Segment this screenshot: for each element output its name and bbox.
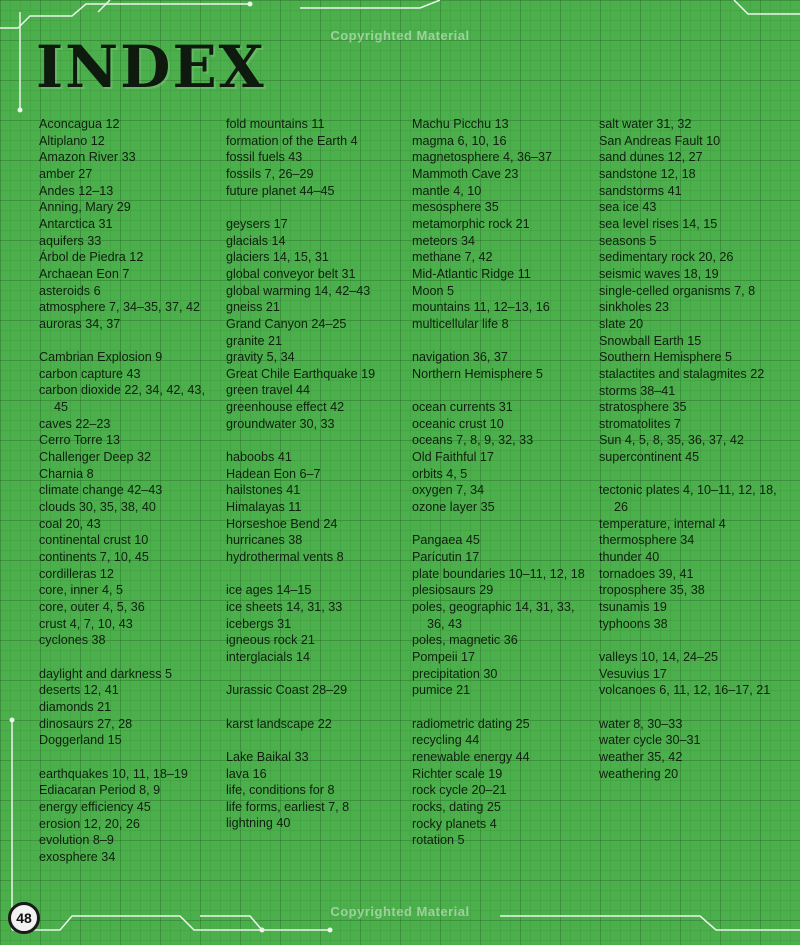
index-entry: deserts 12, 41: [39, 683, 119, 698]
letter-group-spacer: [599, 699, 779, 716]
letter-group-spacer: [226, 732, 406, 749]
index-entry: Archaean Eon 7: [39, 266, 130, 281]
index-entry: stromatolites 7: [599, 416, 681, 431]
index-entry: cordilleras 12: [39, 566, 114, 581]
index-entry: fold mountains 11: [226, 117, 325, 131]
index-entry: core, outer 4, 5, 36: [39, 600, 145, 615]
index-entry: sea ice 43: [599, 200, 657, 215]
index-entry: cyclones 38: [39, 633, 106, 648]
index-column-4: [599, 116, 779, 782]
index-entry: single-celled organisms 7, 8: [599, 283, 756, 298]
index-entry: Snowball Earth 15: [599, 333, 702, 348]
index-entry: clouds 30, 35, 38, 40: [39, 500, 156, 515]
index-entry: sand dunes 12, 27: [599, 150, 703, 165]
index-entry: Lake Baikal 33: [226, 749, 309, 764]
index-entry: crust 4, 7, 10, 43: [39, 616, 133, 631]
index-entry: greenhouse effect 42: [226, 400, 345, 415]
index-entry: fossil fuels 43: [226, 150, 303, 165]
index-entry: Grand Canyon 24–25: [226, 316, 347, 331]
index-entry: diamonds 21: [39, 699, 112, 714]
index-entry: seismic waves 18, 19: [599, 266, 719, 281]
index-entry: geysers 17: [226, 216, 288, 231]
index-entry: granite 21: [226, 333, 283, 348]
index-entry: ocean currents 31: [412, 400, 513, 415]
index-entry: Mid-Atlantic Ridge 11: [412, 266, 531, 281]
index-entry: tsunamis 19: [599, 600, 667, 615]
index-entry: icebergs 31: [226, 616, 292, 631]
index-entry: poles, magnetic 36: [412, 633, 518, 648]
index-entry: earthquakes 10, 11, 18–19: [39, 766, 188, 781]
index-entry: auroras 34, 37: [39, 316, 121, 331]
index-entry: erosion 12, 20, 26: [39, 816, 140, 831]
letter-group-spacer: [599, 466, 779, 483]
index-entry: lava 16: [226, 766, 267, 781]
index-entry: tectonic plates 4, 10–11, 12, 18, 26: [599, 483, 777, 515]
index-entry: weather 35, 42: [599, 749, 683, 764]
index-entry: rock cycle 20–21: [412, 783, 507, 798]
index-entry: green travel 44: [226, 383, 311, 398]
index-entry: climate change 42–43: [39, 483, 163, 498]
index-entry: magnetosphere 4, 36–37: [412, 150, 553, 165]
index-entry: gravity 5, 34: [226, 350, 295, 365]
index-entry: ozone layer 35: [412, 500, 495, 515]
index-entry: Horseshoe Bend 24: [226, 516, 338, 531]
index-entry: Cerro Torre 13: [39, 433, 120, 448]
index-column-1: [39, 116, 219, 865]
index-entry: mantle 4, 10: [412, 183, 482, 198]
index-entry: slate 20: [599, 316, 644, 331]
index-entry: Pangaea 45: [412, 533, 480, 548]
index-entry: precipitation 30: [412, 666, 498, 681]
index-entry: caves 22–23: [39, 416, 111, 431]
index-entry: magma 6, 10, 16: [412, 133, 507, 148]
index-entry: Old Faithful 17: [412, 450, 494, 465]
index-entry: Machu Picchu 13: [412, 117, 509, 131]
index-entry: radiometric dating 25: [412, 716, 530, 731]
index-entry: carbon dioxide 22, 34, 42, 43, 45: [39, 383, 205, 415]
index-entry: Cambrian Explosion 9: [39, 350, 163, 365]
index-entry: volcanoes 6, 11, 12, 16–17, 21: [599, 683, 771, 698]
index-entry: life, conditions for 8: [226, 783, 335, 798]
index-entry: atmosphere 7, 34–35, 37, 42: [39, 300, 201, 315]
index-entry: igneous rock 21: [226, 633, 315, 648]
index-entry: dinosaurs 27, 28: [39, 716, 133, 731]
index-entry: fossils 7, 26–29: [226, 166, 314, 181]
index-entry: supercontinent 45: [599, 450, 700, 465]
index-entry: Hadean Eon 6–7: [226, 466, 321, 481]
index-entry: interglacials 14: [226, 649, 311, 664]
index-entry: recycling 44: [412, 733, 480, 748]
index-entry: Anning, Mary 29: [39, 200, 131, 215]
index-entry: Sun 4, 5, 8, 35, 36, 37, 42: [599, 433, 744, 448]
index-entry: sea level rises 14, 15: [599, 216, 718, 231]
copyright-watermark-bottom: Copyrighted Material: [330, 904, 470, 919]
index-entry: tornadoes 39, 41: [599, 566, 694, 581]
index-entry: storms 38–41: [599, 383, 676, 398]
letter-group-spacer: [412, 333, 592, 350]
index-entry: weathering 20: [599, 766, 679, 781]
index-entry: Ediacaran Period 8, 9: [39, 783, 161, 798]
index-entry: renewable energy 44: [412, 749, 530, 764]
index-entry: oceanic crust 10: [412, 416, 504, 431]
index-entry: Altiplano 12: [39, 133, 105, 148]
index-entry: ice sheets 14, 31, 33: [226, 599, 343, 614]
index-entry: sandstone 12, 18: [599, 166, 696, 181]
index-entry: Árbol de Piedra 12: [39, 250, 144, 265]
index-entry: energy efficiency 45: [39, 799, 151, 814]
index-entry: formation of the Earth 4: [226, 133, 358, 148]
index-entry: plate boundaries 10–11, 12, 18: [412, 566, 585, 581]
index-entry: sedimentary rock 20, 26: [599, 250, 734, 265]
index-entry: Antarctica 31: [39, 216, 113, 231]
index-entry: mountains 11, 12–13, 16: [412, 300, 550, 315]
index-entry: thermosphere 34: [599, 533, 695, 548]
index-entry: global warming 14, 42–43: [226, 283, 371, 298]
index-entry: groundwater 30, 33: [226, 416, 335, 431]
index-entry: Pompeii 17: [412, 649, 476, 664]
index-entry: rocks, dating 25: [412, 799, 501, 814]
index-column-3: [412, 116, 592, 849]
index-entry: glacials 14: [226, 233, 286, 248]
index-entry: Challenger Deep 32: [39, 450, 152, 465]
letter-group-spacer: [599, 632, 779, 649]
index-entry: typhoons 38: [599, 616, 668, 631]
index-column-2: [226, 116, 406, 832]
index-entry: valleys 10, 14, 24–25: [599, 649, 719, 664]
letter-group-spacer: [39, 749, 219, 766]
index-entry: Andes 12–13: [39, 183, 114, 198]
index-entry: Great Chile Earthquake 19: [226, 366, 376, 381]
index-entry: hydrothermal vents 8: [226, 550, 344, 565]
index-entry: metamorphic rock 21: [412, 216, 530, 231]
index-entry: Vesuvius 17: [599, 666, 667, 681]
index-entry: water 8, 30–33: [599, 716, 683, 731]
index-entry: temperature, internal 4: [599, 516, 726, 531]
index-entry: future planet 44–45: [226, 183, 335, 198]
index-entry: Doggerland 15: [39, 733, 122, 748]
index-entry: methane 7, 42: [412, 250, 493, 265]
index-entry: sinkholes 23: [599, 300, 670, 315]
index-entry: Parícutin 17: [412, 550, 480, 565]
index-entry: plesiosaurs 29: [412, 583, 494, 598]
index-entry: glaciers 14, 15, 31: [226, 250, 329, 265]
index-entry: Himalayas 11: [226, 500, 302, 515]
index-entry: karst landscape 22: [226, 716, 332, 731]
index-entry: coal 20, 43: [39, 516, 101, 531]
index-entry: stalactites and stalagmites 22: [599, 366, 765, 381]
index-entry: pumice 21: [412, 683, 471, 698]
index-entry: oceans 7, 8, 9, 32, 33: [412, 433, 534, 448]
index-entry: Jurassic Coast 28–29: [226, 683, 348, 698]
index-entry: troposphere 35, 38: [599, 583, 705, 598]
index-entry: poles, geographic 14, 31, 33, 36, 43: [412, 599, 575, 631]
index-entry: water cycle 30–31: [599, 733, 701, 748]
index-entry: mesosphere 35: [412, 200, 499, 215]
letter-group-spacer: [412, 516, 592, 533]
index-entry: hurricanes 38: [226, 533, 303, 548]
letter-group-spacer: [412, 699, 592, 716]
index-entry: San Andreas Fault 10: [599, 133, 721, 148]
letter-group-spacer: [39, 333, 219, 350]
index-entry: salt water 31, 32: [599, 117, 692, 131]
letter-group-spacer: [412, 382, 592, 399]
index-entry: hailstones 41: [226, 483, 301, 498]
letter-group-spacer: [226, 699, 406, 716]
index-entry: gneiss 21: [226, 300, 280, 315]
letter-group-spacer: [226, 199, 406, 216]
index-entry: asteroids 6: [39, 283, 101, 298]
index-entry: Charnia 8: [39, 466, 94, 481]
index-entry: exosphere 34: [39, 849, 116, 864]
index-entry: Amazon River 33: [39, 150, 136, 165]
index-entry: daylight and darkness 5: [39, 666, 173, 681]
index-entry: evolution 8–9: [39, 833, 114, 848]
copyright-watermark-top: Copyrighted Material: [330, 28, 470, 43]
index-entry: global conveyor belt 31: [226, 266, 356, 281]
index-entry: Aconcagua 12: [39, 117, 120, 131]
index-entry: Northern Hemisphere 5: [412, 366, 543, 381]
page-number-badge: 48: [8, 902, 40, 934]
index-entry: carbon capture 43: [39, 366, 141, 381]
index-entry: aquifers 33: [39, 233, 102, 248]
index-entry: Moon 5: [412, 283, 455, 298]
index-entry: stratosphere 35: [599, 400, 687, 415]
index-entry: thunder 40: [599, 550, 660, 565]
index-entry: oxygen 7, 34: [412, 483, 485, 498]
index-entry: meteors 34: [412, 233, 475, 248]
index-entry: seasons 5: [599, 233, 657, 248]
letter-group-spacer: [226, 666, 406, 683]
index-entry: core, inner 4, 5: [39, 583, 124, 598]
index-entry: Richter scale 19: [412, 766, 503, 781]
index-entry: continents 7, 10, 45: [39, 550, 149, 565]
index-entry: sandstorms 41: [599, 183, 682, 198]
index-entry: haboobs 41: [226, 450, 292, 465]
letter-group-spacer: [39, 649, 219, 666]
letter-group-spacer: [226, 432, 406, 449]
index-entry: amber 27: [39, 166, 93, 181]
index-entry: orbits 4, 5: [412, 466, 468, 481]
index-entry: rocky planets 4: [412, 816, 497, 831]
index-entry: navigation 36, 37: [412, 350, 508, 365]
index-entry: multicellular life 8: [412, 316, 509, 331]
index-entry: Southern Hemisphere 5: [599, 350, 733, 365]
page-title: INDEX: [36, 33, 266, 101]
index-entry: life forms, earliest 7, 8: [226, 799, 350, 814]
index-entry: rotation 5: [412, 833, 465, 848]
index-entry: lightning 40: [226, 816, 291, 831]
index-entry: Mammoth Cave 23: [412, 166, 519, 181]
letter-group-spacer: [226, 566, 406, 583]
index-entry: continental crust 10: [39, 533, 149, 548]
index-entry: ice ages 14–15: [226, 583, 312, 598]
